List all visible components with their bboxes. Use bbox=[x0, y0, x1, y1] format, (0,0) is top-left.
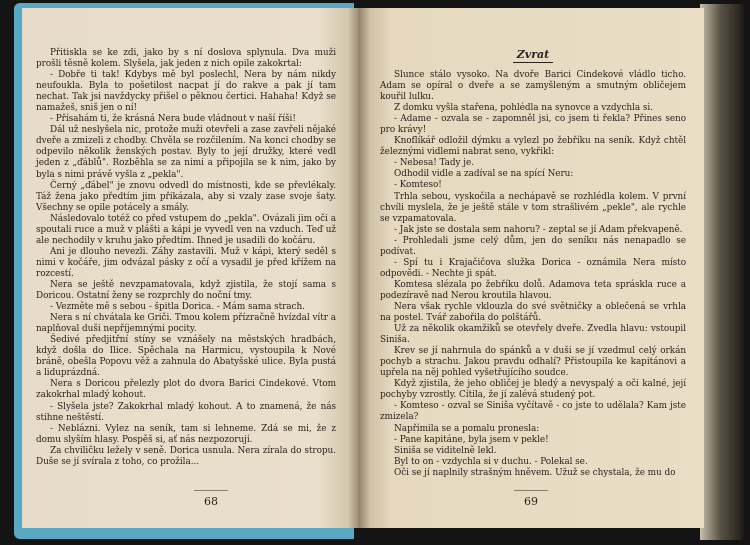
paragraph: Komtesa slézala po žebříku dolů. Adamova teta spráskla ruce a podezíravě nad Nerou kroutila hlavou. bbox=[380, 279, 686, 301]
paragraph: Následovalo totéž co před vstupem do „pekla". Ovázali jim oči a spoutali ruce a muž v plášti a kápi je vyvedl ven na vzduch. Teď už ale nechodily v kruhu jako předtím. Ihned je usadili do kočáru. bbox=[36, 213, 336, 246]
paragraph: Oči se jí naplnily strašným hněvem. Užuž se chystala, že mu do bbox=[394, 467, 676, 478]
left-page-text bbox=[36, 48, 336, 468]
page-number-rule bbox=[514, 490, 548, 491]
paragraph: Nera s Doricou přelezly plot do dvora Barici Cindekové. Vtom zakokrhal mladý kohout. bbox=[36, 379, 336, 401]
paragraph: Napřímila se a pomalu pronesla: bbox=[394, 423, 540, 434]
paragraph: Nera však rychle vklouzla do své světničky a oblečená se vrhla na postel. Tvář zabořila do polštářů. bbox=[380, 301, 686, 324]
paragraph: - Prohledali jsme celý dům, jen do seníku nás nenapadlo se podívat. bbox=[380, 235, 686, 257]
right-page bbox=[358, 8, 704, 528]
paragraph: Z domku vyšla stařena, pohlédla na synovce a vzdychla si. bbox=[394, 103, 653, 114]
paragraph: Nera s ní chvátala ke Griči. Tmou kolem přízračně hvízdal vítr a naplňoval duši nepříjemnými pocity. bbox=[36, 313, 336, 335]
paragraph: Odhodil vidle a zadíval se na spící Neru: bbox=[394, 169, 574, 180]
paragraph: - Slyšela jste? Zakokrhal mladý kohout. A to znamená, že nás stihne neštěstí. bbox=[36, 401, 336, 423]
book-gutter bbox=[348, 8, 370, 528]
paragraph: - Neblázni. Vylez na seník, tam si lehneme. Zdá se mi, že z domu slyším hlasy. Pospěš si, ať nás nezpozorují. bbox=[36, 423, 336, 445]
paragraph: Přitiskla se ke zdi, jako by s ní doslova splynula. Dva muži prošli těsně kolem. Slyšela, jak jeden z nich opile zakokrtal: bbox=[36, 48, 336, 70]
page-number-left: 68 bbox=[204, 495, 218, 508]
paragraph: Knoflíkář odložil dýmku a vylezl po žebříku na seník. Když chtěl železnými vidlemi nabrat seno, vykřikl: bbox=[380, 136, 686, 158]
paragraph: Dál už neslyšela nic, protože muži otevřeli a zase zavřeli nějaké dveře a zmizeli z chodby. Chvěla se rozčilením. Na konci chodby se odpevilo několik ženských postav. Byly to její družky, které vedl jeden z „ďáblů". Rozběhla se za nimi a připojila se k nim, jako by byla s nimi právě vyšla z „pekla". bbox=[36, 125, 336, 180]
page-number-right: 69 bbox=[524, 495, 538, 508]
book-cover-right bbox=[700, 4, 744, 540]
paragraph: Siniša se viditelně lekl. bbox=[394, 445, 497, 456]
paragraph: Krev se jí nahrnula do spánků a v duši se jí vzedmul celý orkán pochyb a strachu. Jakou pravdu odhalí? Přistoupila ke kapitánovi a upřela na něj pohled vyšetřujícího soudce. bbox=[380, 346, 686, 379]
chapter-title bbox=[380, 48, 686, 61]
paragraph: - Komteso - ozval se Siniša vyčítavě - co jste to udělala? Kam jste zmizela? bbox=[380, 401, 686, 423]
paragraph: Za chviličku ležely v seně. Dorica usnula. Nera zírala do stropu. Duše se jí svírala z toho, co prožila... bbox=[36, 445, 336, 467]
paragraph: Černý „ďábel" je znovu odvedl do místnosti, kde se převlékaly. Táž žena jako předtím jim přikázala, aby si vzaly zase svoje šaty. Všechny se opile potácely a smály. bbox=[36, 180, 336, 213]
paragraph: Šedivé předjitřní stíny se vznášely na městských hradbách, když došla do Ilice. Spěchala na Harmicu, vystoupila k Nové bráně, obešla Popovu věž a zahnula do Abatyšské ulice. Byla pustá a liduprázdná. bbox=[36, 335, 336, 379]
paragraph: - Jak jste se dostala sem nahoru? - zeptal se jí Adam překvapeně. bbox=[394, 224, 683, 235]
paragraph: Byl to on - vzdychla si v duchu. - Polekal se. bbox=[394, 456, 588, 467]
paragraph: - Vezměte mě s sebou - špitla Dorica. - Mám sama strach. bbox=[50, 302, 305, 313]
left-page bbox=[22, 8, 358, 528]
paragraph: - Komteso! bbox=[394, 180, 442, 191]
paragraph: - Adame - ozvala se - zapomněl jsi, co jsem ti řekla? Přines seno pro krávy! bbox=[380, 114, 686, 136]
paragraph: Slunce stálo vysoko. Na dvoře Barici Cindekové vládlo ticho. Adam se opíral o dveře a se zamyšleným a smutným obličejem kouřil lulku. bbox=[380, 70, 686, 103]
paragraph: - Přísahám ti, že krásná Nera bude vládnout v naší říši! bbox=[50, 114, 296, 125]
paragraph: - Nebesa! Tady je. bbox=[394, 158, 474, 169]
paragraph: - Spí tu i Krajačičova služka Dorica - oznámila Nera místo odpovědi. - Nechte ji spát. bbox=[380, 257, 686, 279]
paragraph: Ani je dlouho nevezli. Záhy zastavili. Muž v kápi, který seděl s nimi v kočáře, jim odvázal pásky z očí a vysadil je před křížem na rozcestí. bbox=[36, 246, 336, 279]
page-number-rule bbox=[194, 490, 228, 491]
paragraph: - Dobře ti tak! Kdybys mě byl poslechl, Nera by nám nikdy neufoukla. Byla to pošetilost nacpat jí do rakve a pak jí tam nechat. Tak jsi navždycky přišel o pěknou čertici. Hahaha! Když se namažeš, sniš jen o ní! bbox=[36, 70, 336, 114]
paragraph: Trhla sebou, vyskočila a nechápavě se rozhlédla kolem. V první chvíli myslela, že je ještě stále v tom strašlivém „pekle", ale rychle se vzpamatovala. bbox=[380, 191, 686, 224]
chapter-title-text: Zvrat bbox=[513, 48, 553, 63]
paragraph: Když zjistila, že jeho obličej je bledý a nevyspalý a oči kalné, její pochyby vzrostly. Cítila, že jí zalévá studený pot. bbox=[380, 379, 686, 401]
paragraph: Už za několik okamžiků se otevřely dveře. Zvedla hlavu: vstoupil Siniša. bbox=[380, 324, 686, 346]
right-page-text bbox=[380, 70, 686, 479]
paragraph: Nera se ještě nevzpamatovala, když zjistila, že stojí sama s Doricou. Ostatní ženy se rozprchly do noční tmy. bbox=[36, 279, 336, 302]
paragraph: - Pane kapitáne, byla jsem v pekle! bbox=[394, 434, 549, 445]
